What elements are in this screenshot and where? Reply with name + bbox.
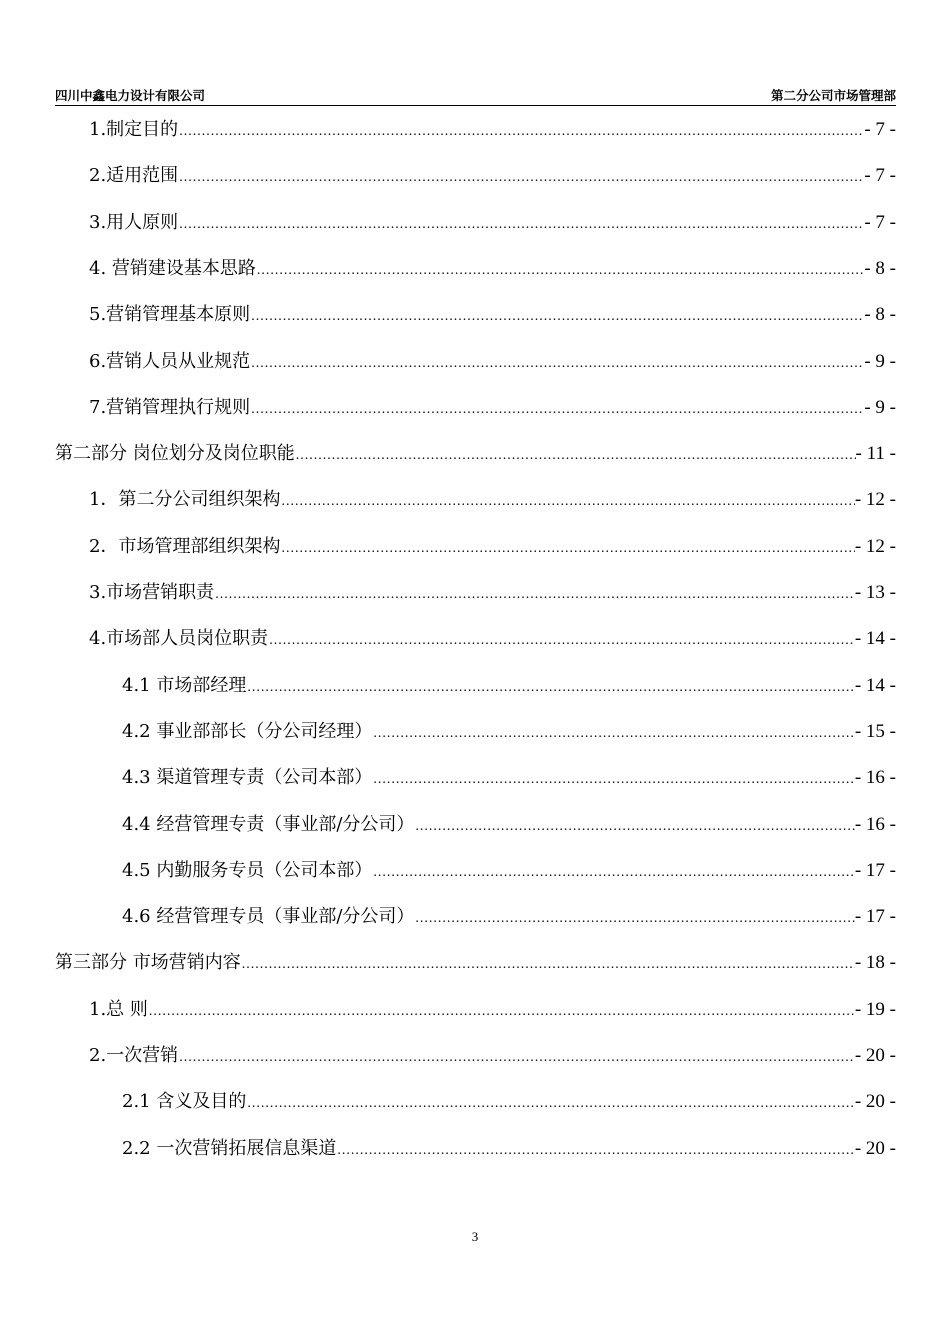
toc-entry-page: - 14 - (854, 628, 896, 650)
toc-entry-title: 4.2 事业部部长（分公司经理） (122, 720, 373, 742)
toc-entry-page: - 16 - (854, 767, 896, 789)
toc-dot-leader (281, 536, 854, 562)
header-company-name: 四川中鑫电力设计有限公司 (55, 88, 206, 103)
toc-entry-title: 4.4 经营管理专责（事业部/分公司） (122, 813, 415, 835)
toc-entry-title: 2.2 一次营销拓展信息渠道 (122, 1137, 337, 1159)
toc-dot-leader (179, 1045, 855, 1071)
toc-entry-page: - 17 - (854, 859, 896, 881)
toc-entry-page: - 20 - (854, 1091, 896, 1113)
toc-dot-leader (415, 906, 854, 932)
toc-entry[interactable] (55, 441, 896, 467)
toc-entry[interactable] (89, 163, 896, 189)
toc-entry-page: - 8 - (864, 304, 896, 326)
toc-entry[interactable] (89, 997, 896, 1023)
toc-dot-leader (179, 119, 864, 145)
toc-entry-title: 4.1 市场部经理 (122, 674, 247, 696)
toc-entry-page: - 7 - (864, 165, 896, 187)
toc-entry[interactable] (89, 256, 896, 282)
toc-entry[interactable] (89, 626, 896, 652)
toc-entry[interactable] (89, 580, 896, 606)
toc-entry[interactable] (122, 812, 896, 838)
toc-dot-leader (251, 304, 864, 330)
toc-dot-leader (149, 999, 855, 1025)
toc-entry-page: - 19 - (854, 998, 896, 1020)
toc-entry-page: - 15 - (854, 720, 896, 742)
toc-entry[interactable] (89, 1043, 896, 1069)
toc-entry-page: - 11 - (855, 443, 896, 465)
toc-entry[interactable] (122, 1136, 896, 1162)
toc-entry-title: 2.一次营销 (89, 1045, 179, 1066)
toc-dot-leader (415, 814, 854, 840)
toc-entry[interactable] (122, 1089, 896, 1115)
toc-entry-title: 2．市场管理部组织架构 (89, 535, 281, 557)
toc-entry-title: 2.1 含义及目的 (122, 1091, 247, 1113)
toc-dot-leader (247, 675, 854, 701)
toc-entry-page: - 14 - (854, 674, 896, 696)
toc-dot-leader (373, 767, 854, 793)
toc-entry-page: - 8 - (864, 257, 896, 279)
toc-dot-leader (242, 952, 855, 978)
toc-entry-title: 3.市场营销职责 (89, 582, 215, 603)
toc-entry-title: 4. 营销建设基本思路 (89, 257, 256, 279)
toc-entry-page: - 12 - (854, 489, 896, 511)
toc-dot-leader (337, 1138, 854, 1164)
toc-entry[interactable] (122, 719, 896, 745)
toc-entry-page: - 9 - (864, 350, 896, 372)
toc-entry[interactable] (89, 117, 896, 143)
toc-dot-leader (257, 258, 864, 284)
toc-entry-page: - 7 - (864, 211, 896, 233)
page-number: 3 (471, 1229, 479, 1244)
toc-entry[interactable] (122, 765, 896, 791)
toc-dot-leader (247, 1091, 854, 1117)
toc-dot-leader (281, 489, 854, 515)
toc-dot-leader (373, 860, 854, 886)
toc-entry[interactable] (122, 858, 896, 884)
toc-entry-title: 5.营销管理基本原则 (89, 304, 251, 326)
toc-entry-page: - 17 - (854, 906, 896, 928)
toc-entry-title: 2.适用范围 (89, 165, 179, 187)
toc-entry-page: - 7 - (864, 119, 896, 140)
toc-dot-leader (296, 443, 856, 469)
toc-entry-page: - 13 - (854, 582, 896, 603)
toc-dot-leader (179, 212, 864, 238)
toc-entry-title: 3.用人原则 (89, 211, 179, 233)
toc-entry-title: 第三部分 市场营销内容 (55, 952, 241, 974)
toc-entry-title: 1.总 则 (89, 998, 148, 1020)
toc-entry-page: - 20 - (854, 1045, 896, 1066)
toc-entry-title: 1.制定目的 (89, 119, 179, 140)
toc-dot-leader (269, 628, 855, 654)
toc-entry-title: 6.营销人员从业规范 (89, 350, 251, 372)
toc-entry-title: 1．第二分公司组织架构 (89, 489, 281, 511)
toc-dot-leader (373, 721, 854, 747)
toc-entry[interactable] (89, 534, 896, 560)
toc-entry[interactable] (122, 904, 896, 930)
toc-dot-leader (179, 165, 864, 191)
toc-entry-title: 第二部分 岗位划分及岗位职能 (55, 443, 295, 465)
toc-entry[interactable] (122, 673, 896, 699)
toc-entry-title: 4.6 经营管理专员（事业部/分公司） (122, 906, 415, 928)
toc-entry-title: 4.3 渠道管理专责（公司本部） (122, 767, 373, 789)
toc-entry[interactable] (55, 950, 896, 976)
toc-dot-leader (251, 351, 864, 377)
header-department-name: 第二分公司市场管理部 (770, 88, 896, 103)
toc-entry[interactable] (89, 349, 896, 375)
toc-entry[interactable] (89, 395, 896, 421)
toc-entry[interactable] (89, 302, 896, 328)
toc-dot-leader (215, 582, 855, 608)
page-header (55, 87, 896, 106)
toc-entry-page: - 9 - (864, 396, 896, 418)
toc-entry-page: - 16 - (854, 813, 896, 835)
toc-entry[interactable] (89, 487, 896, 513)
toc-entry-title: 4.5 内勤服务专员（公司本部） (122, 859, 373, 881)
toc-entry-page: - 12 - (854, 535, 896, 557)
toc-entry[interactable] (89, 210, 896, 236)
toc-entry-title: 4.市场部人员岗位职责 (89, 628, 269, 650)
toc-entry-page: - 20 - (854, 1137, 896, 1159)
toc-entry-page: - 18 - (854, 952, 896, 974)
toc-dot-leader (251, 397, 864, 423)
toc-entry-title: 7.营销管理执行规则 (89, 396, 251, 418)
